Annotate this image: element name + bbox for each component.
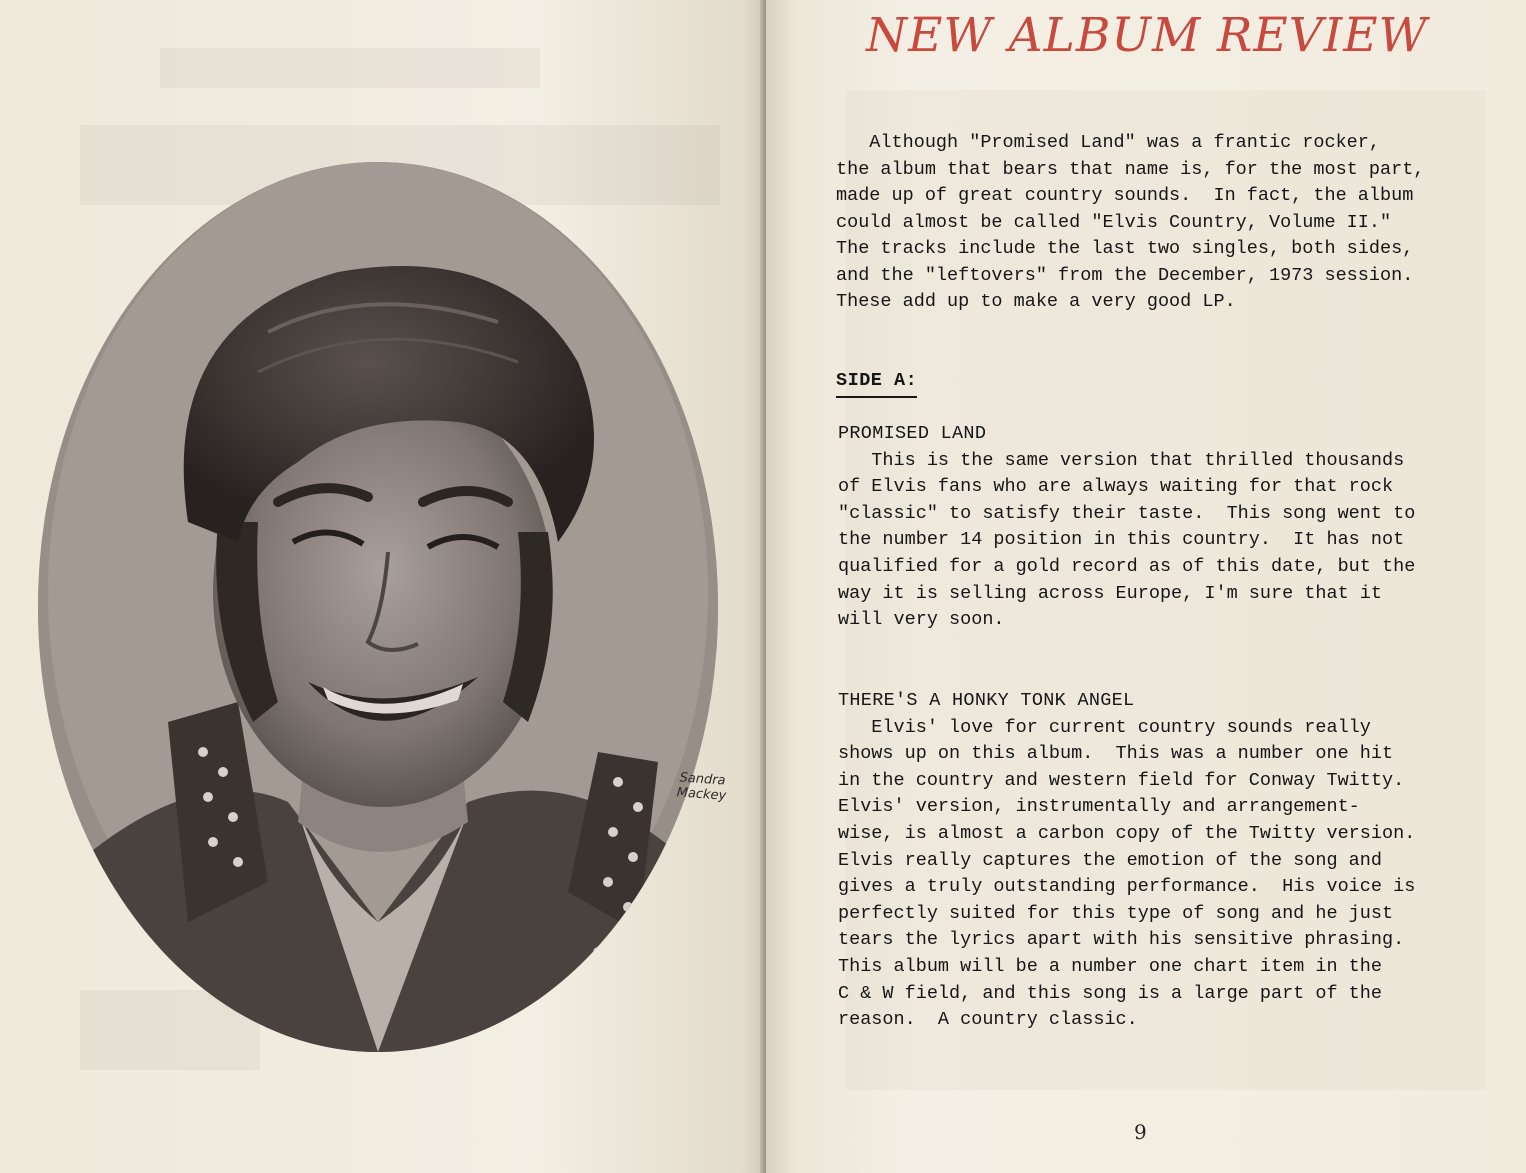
song-text-line: This album will be a number one chart item in the bbox=[838, 955, 1382, 977]
portrait-illustration bbox=[38, 162, 718, 1052]
intro-line: could almost be called "Elvis Country, Volume II." bbox=[836, 211, 1392, 233]
song-text-line: C & W field, and this song is a large part of the bbox=[838, 982, 1382, 1004]
portrait-drawing bbox=[38, 162, 718, 1052]
song-review-promised-land bbox=[838, 421, 1478, 634]
song-text-line: Elvis' love for current country sounds really bbox=[838, 716, 1371, 738]
page-number: 9 bbox=[1134, 1120, 1147, 1144]
song-text-line: Elvis' version, instrumentally and arrangement- bbox=[838, 796, 1360, 818]
intro-line: the album that bears that name is, for the most part, bbox=[836, 158, 1425, 180]
song-text-line: reason. A country classic. bbox=[838, 1009, 1138, 1031]
bleed-through-shadow bbox=[160, 48, 540, 88]
song-text-line: of Elvis fans who are always waiting for that rock bbox=[838, 476, 1394, 498]
intro-paragraph bbox=[836, 130, 1481, 316]
intro-line: made up of great country sounds. In fact, the album bbox=[836, 185, 1414, 206]
song-text-line: tears the lyrics apart with his sensitive phrasing. bbox=[838, 929, 1405, 951]
song-text-line: gives a truly outstanding performance. His voice is bbox=[838, 876, 1416, 898]
song-text-line: This is the same version that thrilled thousands bbox=[838, 449, 1405, 471]
song-text-line: Elvis really captures the emotion of the song and bbox=[838, 849, 1382, 871]
song-text-line: will very soon. bbox=[838, 609, 1005, 631]
intro-line: The tracks include the last two singles, both sides, bbox=[836, 238, 1414, 259]
song-text-line: in the country and western field for Conway Twitty. bbox=[838, 769, 1405, 791]
artist-signature: Sandra Mackey bbox=[676, 770, 727, 804]
song-text-line: wise, is almost a carbon copy of the Twitty version. bbox=[838, 822, 1416, 844]
page-title: NEW ALBUM REVIEW bbox=[866, 8, 1428, 63]
song-text-line: the number 14 position in this country. It has not bbox=[838, 529, 1405, 551]
song-text-line: shows up on this album. This was a number one hit bbox=[838, 743, 1394, 765]
intro-line: and the "leftovers" from the December, 1973 session. bbox=[836, 264, 1414, 286]
song-title: THERE'S A HONKY TONK ANGEL bbox=[838, 690, 1135, 711]
section-heading: SIDE A: bbox=[836, 368, 917, 398]
song-text-line: qualified for a gold record as of this date, but the bbox=[838, 555, 1416, 577]
song-text-line: way it is selling across Europe, I'm sure that it bbox=[838, 582, 1382, 604]
song-review-honky-tonk-angel bbox=[838, 688, 1478, 1034]
intro-line: These add up to make a very good LP. bbox=[836, 291, 1236, 312]
song-text-line: perfectly suited for this type of song and he just bbox=[838, 902, 1394, 924]
song-text-line: "classic" to satisfy their taste. This song went to bbox=[838, 502, 1416, 524]
song-title: PROMISED LAND bbox=[838, 423, 987, 444]
intro-line: Although "Promised Land" was a frantic rocker, bbox=[836, 132, 1380, 153]
